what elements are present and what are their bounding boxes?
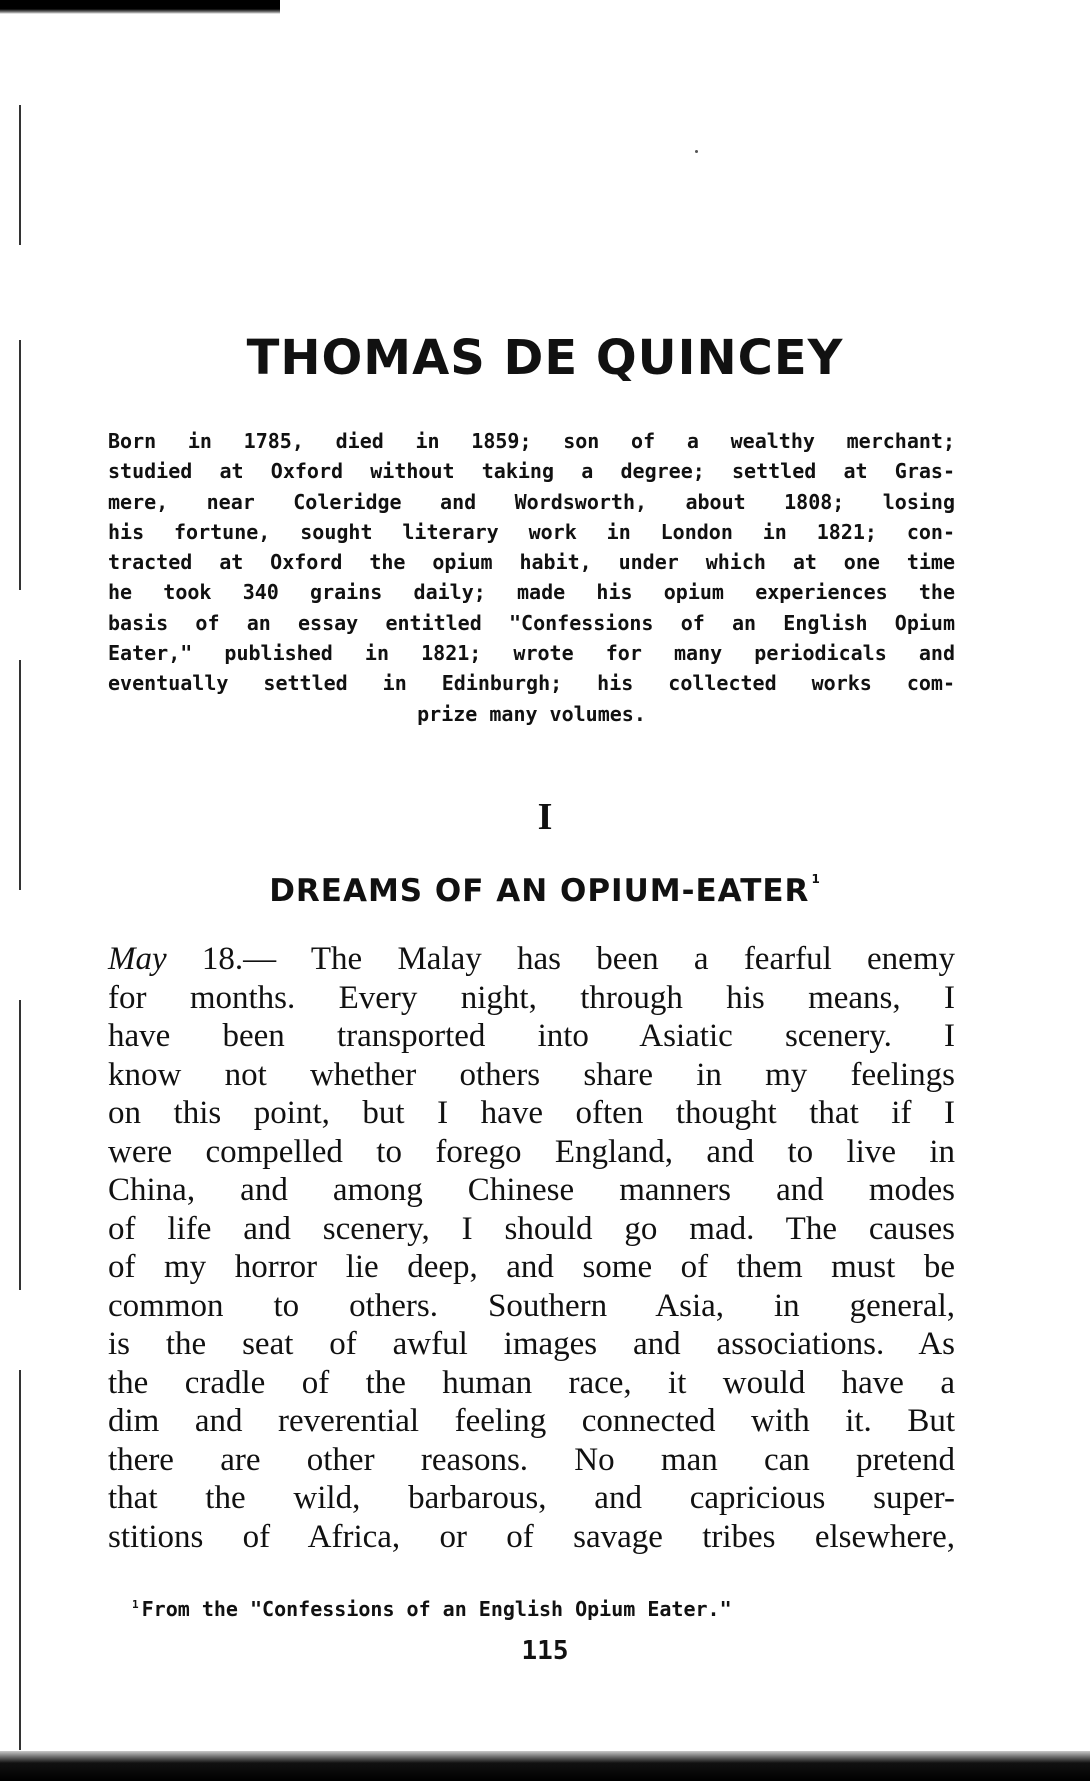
footnote-text: From the "Confessions of an English Opium Eater." [141, 1597, 732, 1621]
bio-line: eventually settled in Edinburgh; his collected works com- [108, 671, 955, 696]
bio-line: studied at Oxford without taking a degree; settled at Gras- [108, 459, 955, 484]
scan-margin-mark [19, 105, 21, 245]
section-title: DREAMS OF AN OPIUM-EATER [269, 873, 810, 909]
essay-body [108, 940, 955, 1556]
scan-margin-mark [19, 1000, 21, 1290]
body-line: that the wild, barbarous, and capricious super- [108, 1480, 955, 1516]
scan-margin-mark [19, 1370, 21, 1750]
scan-margin-mark [19, 660, 21, 890]
page-number: 115 [521, 1636, 569, 1666]
bio-line: he took 340 grains daily; made his opium experiences the [108, 580, 955, 605]
body-line: for months. Every night, through his means, I [108, 979, 955, 1016]
scan-bottom-edge [0, 1751, 1090, 1781]
body-line [108, 940, 955, 979]
bio-line: tracted at Oxford the opium habit, under which at one time [108, 550, 955, 575]
body-line: have been transported into Asiatic scenery. I [108, 1018, 955, 1054]
entry-date: May [108, 941, 167, 977]
body-line: is the seat of awful images and associations. As [108, 1326, 955, 1362]
bio-line: Eater," published in 1821; wrote for many periodicals and [108, 641, 955, 666]
author-title: THOMAS DE QUINCEY [246, 330, 844, 386]
footnote-reference: 1 [811, 872, 821, 886]
body-line: of life and scenery, I should go mad. The causes [108, 1210, 955, 1247]
bio-line: mere, near Coleridge and Wordsworth, about 1808; losing [108, 489, 955, 514]
body-line: there are other reasons. No man can pretend [108, 1441, 955, 1478]
bio-line: prize many volumes. [417, 701, 646, 726]
body-line: common to others. Southern Asia, in general, [108, 1287, 955, 1324]
section-heading [0, 872, 1090, 909]
body-line: of my horror lie deep, and some of them must be [108, 1249, 955, 1285]
body-line: on this point, but I have often thought that if I [108, 1095, 955, 1131]
bio-line: basis of an essay entitled "Confessions of an English Opium [108, 610, 955, 635]
first-line-text: 18.— The Malay has been a fearful enemy [166, 941, 955, 977]
body-line: dim and reverential feeling connected with it. But [108, 1403, 955, 1439]
scan-top-edge [0, 0, 280, 14]
body-line: were compelled to forego England, and to live in [108, 1133, 955, 1170]
section-number: I [537, 796, 553, 838]
author-biography [108, 426, 955, 729]
body-line: the cradle of the human race, it would have a [108, 1364, 955, 1401]
bio-line: Born in 1785, died in 1859; son of a wealthy merchant; [108, 429, 955, 453]
bio-line: his fortune, sought literary work in London in 1821; con- [108, 519, 955, 544]
footnote [132, 1597, 892, 1621]
body-line: know not whether others share in my feelings [108, 1056, 955, 1093]
body-line: China, and among Chinese manners and modes [108, 1172, 955, 1208]
scan-speck [695, 150, 698, 153]
footnote-marker: 1 [132, 1598, 139, 1611]
body-line: stitions of Africa, or of savage tribes elsewhere, [108, 1518, 955, 1555]
